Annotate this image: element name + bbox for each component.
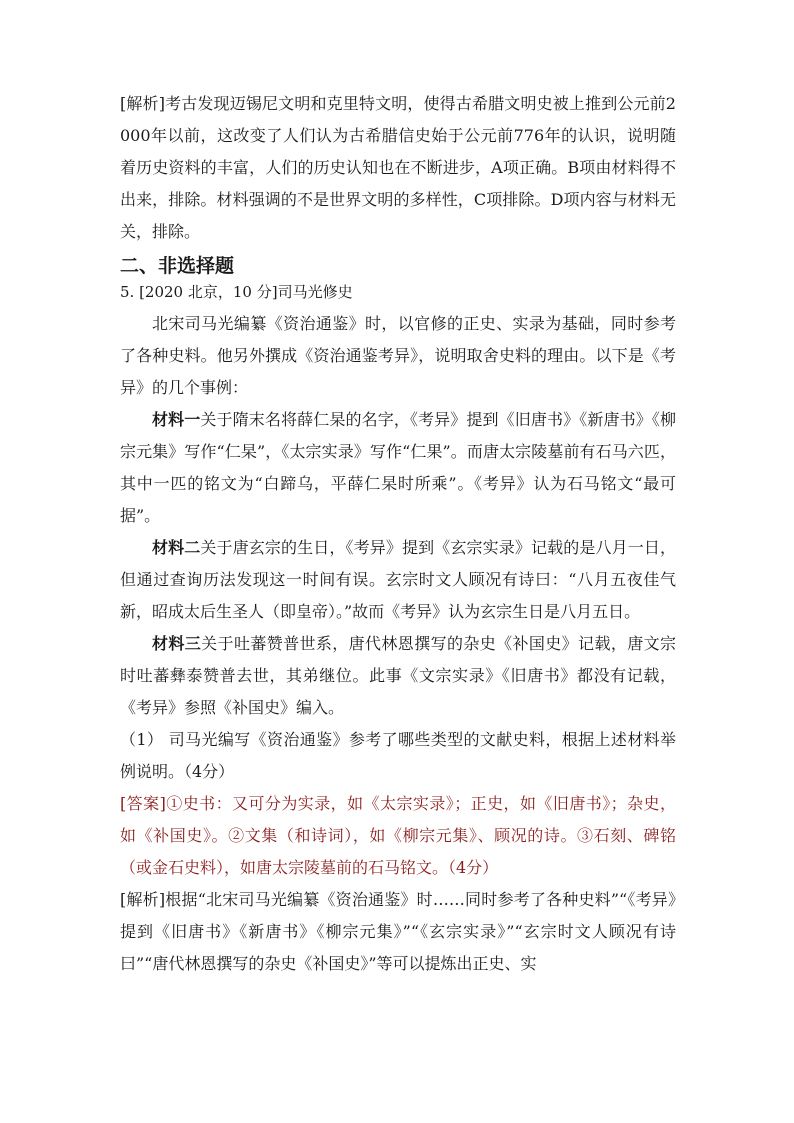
material-one-label: 材料一 <box>152 410 201 429</box>
analysis-text: 考古发现迈锡尼文明和克里特文明，使得古希腊文明史被上推到公元前2000年以前，这改变了人们认为古希腊信史始于公元前776年的认识，说明随着历史资料的丰富，人们的历史认知也在不断进步，A项正确。B项由材料得不出来，排除。材料强调的不是世界文明的多样性，C项排除。D项内容与材料无关，排除。 <box>120 94 676 241</box>
analysis-tag: [解析] <box>120 94 165 113</box>
material-three-text: 关于吐蕃赞普世系，唐代林恩撰写的杂史《补国史》记载，唐文宗时吐蕃彝泰赞普去世，其弟继位。此事《文宗实录》《旧唐书》都没有记载，《考异》参照《补国史》编入。 <box>120 634 676 717</box>
section-heading: 二、非选择题 <box>120 255 235 277</box>
material-two-text: 关于唐玄宗的生日，《考异》提到《玄宗实录》记载的是八月一日，但通过查询历法发现这一时间有误。玄宗时文人顾况有诗曰：“八月五夜佳气新，昭成太后生圣人（即皇帝）。”故而《考异》认为玄宗生日是八月五日。 <box>120 538 676 621</box>
analysis-paragraph-1 <box>120 88 676 248</box>
material-three <box>120 628 676 724</box>
document-page <box>120 88 676 980</box>
answer-tag: [答案] <box>120 794 166 813</box>
material-two <box>120 532 676 628</box>
sub-question-1: （1） 司马光编写《资治通鉴》参考了哪些类型的文献史料，根据上述材料举例说明。（4分） <box>120 730 676 781</box>
analysis-text-2: 根据“北宋司马光编纂《资治通鉴》时……同时参考了各种史料”“《考异》提到《旧唐书》《新唐书》《柳宗元集》”“《玄宗实录》”“玄宗时文人顾况有诗曰”“唐代林恩撰写的杂史《补国史》”等可以提炼出正史、实 <box>120 890 676 973</box>
answer-text: ①史书：又可分为实录，如《太宗实录》；正史，如《旧唐书》；杂史，如《补国史》。②文集（和诗词），如《柳宗元集》、顾况的诗。③石刻、碑铭（或金石史料），如唐太宗陵墓前的石马铭文。（4分） <box>120 794 676 877</box>
material-two-label: 材料二 <box>152 538 201 557</box>
answer-paragraph <box>120 788 676 884</box>
question-title: 5. [2020 北京，10 分]司马光修史 <box>120 283 353 301</box>
analysis-tag-2: [解析] <box>120 890 166 909</box>
question-intro: 北宋司马光编纂《资治通鉴》时，以官修的正史、实录为基础，同时参考了各种史料。他另外撰成《资治通鉴考异》，说明取舍史料的理由。以下是《考异》的几个事例： <box>120 314 676 397</box>
material-one-text: 关于隋末名将薛仁杲的名字，《考异》提到《旧唐书》《新唐书》《柳宗元集》写作“仁杲”，《太宗实录》写作“仁果”。而唐太宗陵墓前有石马六匹，其中一匹的铭文为“白蹄乌，平薛仁杲时所乘”。《考异》认为石马铭文“最可据”。 <box>120 410 676 525</box>
analysis-paragraph-2 <box>120 884 676 980</box>
material-three-label: 材料三 <box>152 634 202 653</box>
material-one <box>120 404 676 532</box>
